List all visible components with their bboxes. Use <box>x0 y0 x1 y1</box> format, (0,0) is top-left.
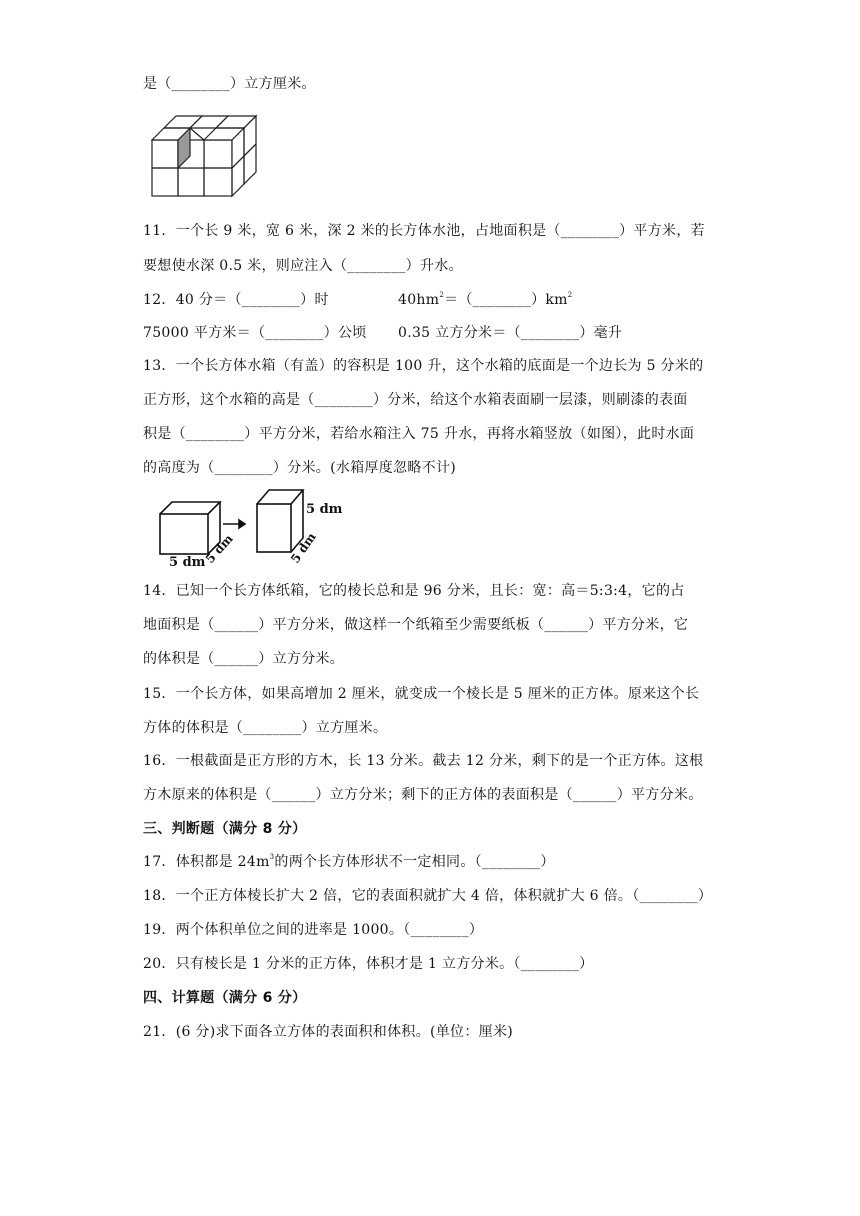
tank-label-height: 5 dm <box>306 502 343 517</box>
q16-line-a: 16．一根截面是正方形的方木，长 13 分米。截去 12 分米，剩下的是一个正方体。这根 <box>143 753 704 769</box>
q12-a2-text: 40hm <box>398 292 440 308</box>
q17-text-b: 的两个长方体形状不一定相同。（________） <box>274 854 555 870</box>
q17-text-a: 17．体积都是 24m <box>143 854 270 870</box>
q21-line: 21．(6 分)求下面各立方体的表面积和体积。(单位：厘米) <box>143 1024 514 1040</box>
q12-a2-sup: 2 <box>439 291 445 299</box>
q13-line-c: 积是（________）平方分米，若给水箱注入 75 升水，再将水箱竖放（如图），此时水面 <box>143 426 695 442</box>
q11-line-a: 11．一个长 9 米，宽 6 米，深 2 米的长方体水池，占地面积是（________）平方米，若 <box>143 223 705 239</box>
q16-line-b: 方木原来的体积是（______）立方分米；剩下的正方体的表面积是（______）平方分米。 <box>143 787 703 803</box>
q14-line-a: 14．已知一个长方体纸箱，它的棱长总和是 96 分米，且长：宽：高＝5:3:4，它的占 <box>143 583 685 599</box>
q11-line-b: 要想使水深 0.5 米，则应注入（________）升水。 <box>143 258 463 274</box>
section-4-heading: 四、计算题（满分 6 分） <box>143 990 307 1006</box>
q10-text-end: 是（________）立方厘米。 <box>143 76 316 92</box>
q13-line-d: 的高度为（________）分米。(水箱厚度忽略不计) <box>143 460 457 476</box>
tank-label-side2: 5 dm <box>287 530 319 566</box>
q12-line-b1: 75000 平方米＝（________）公顷 <box>143 325 367 341</box>
q19-line: 19．两个体积单位之间的进率是 1000。（________） <box>143 922 484 938</box>
q15-line-b: 方体的体积是（________）立方厘米。 <box>143 720 388 736</box>
q12-a2-text-b: ＝（________）km <box>444 292 568 308</box>
q18-line: 18．一个正方体棱长扩大 2 倍，它的表面积就扩大 4 倍，体积就扩大 6 倍。（________） <box>143 888 713 904</box>
water-tank-figure <box>155 486 355 570</box>
q17-sup: 3 <box>269 853 275 861</box>
q12-line-b2: 0.35 立方分米＝（________）毫升 <box>398 325 623 341</box>
q12-a2-sup2: 2 <box>567 291 573 299</box>
q14-line-c: 的体积是（______）立方分米。 <box>143 651 345 667</box>
tank-label-side: 5 dm <box>202 531 236 567</box>
q12-line-a1: 12．40 分＝（________）时 <box>143 292 329 308</box>
q14-line-b: 地面积是（______）平方分米，做这样一个纸箱至少需要纸板（______）平方分米，它 <box>143 617 689 633</box>
q15-line-a: 15．一个长方体，如果高增加 2 厘米，就变成一个棱长是 5 厘米的正方体。原来这个长 <box>143 686 700 702</box>
q13-line-a: 13．一个长方体水箱（有盖）的容积是 100 升，这个水箱的底面是一个边长为 5 分米的 <box>143 358 704 374</box>
tank-label-bottom: 5 dm <box>169 555 206 570</box>
q12-line-a2 <box>398 289 573 309</box>
q20-line: 20．只有棱长是 1 分米的正方体，体积才是 1 立方分米。（________） <box>143 956 594 972</box>
cube-stack-figure <box>150 112 260 200</box>
q13-line-b: 正方形，这个水箱的高是（________）分米，给这个水箱表面刷一层漆，则刷漆的表面 <box>143 392 688 408</box>
section-3-heading: 三、判断题（满分 8 分） <box>143 821 307 837</box>
q17-line <box>143 851 555 871</box>
